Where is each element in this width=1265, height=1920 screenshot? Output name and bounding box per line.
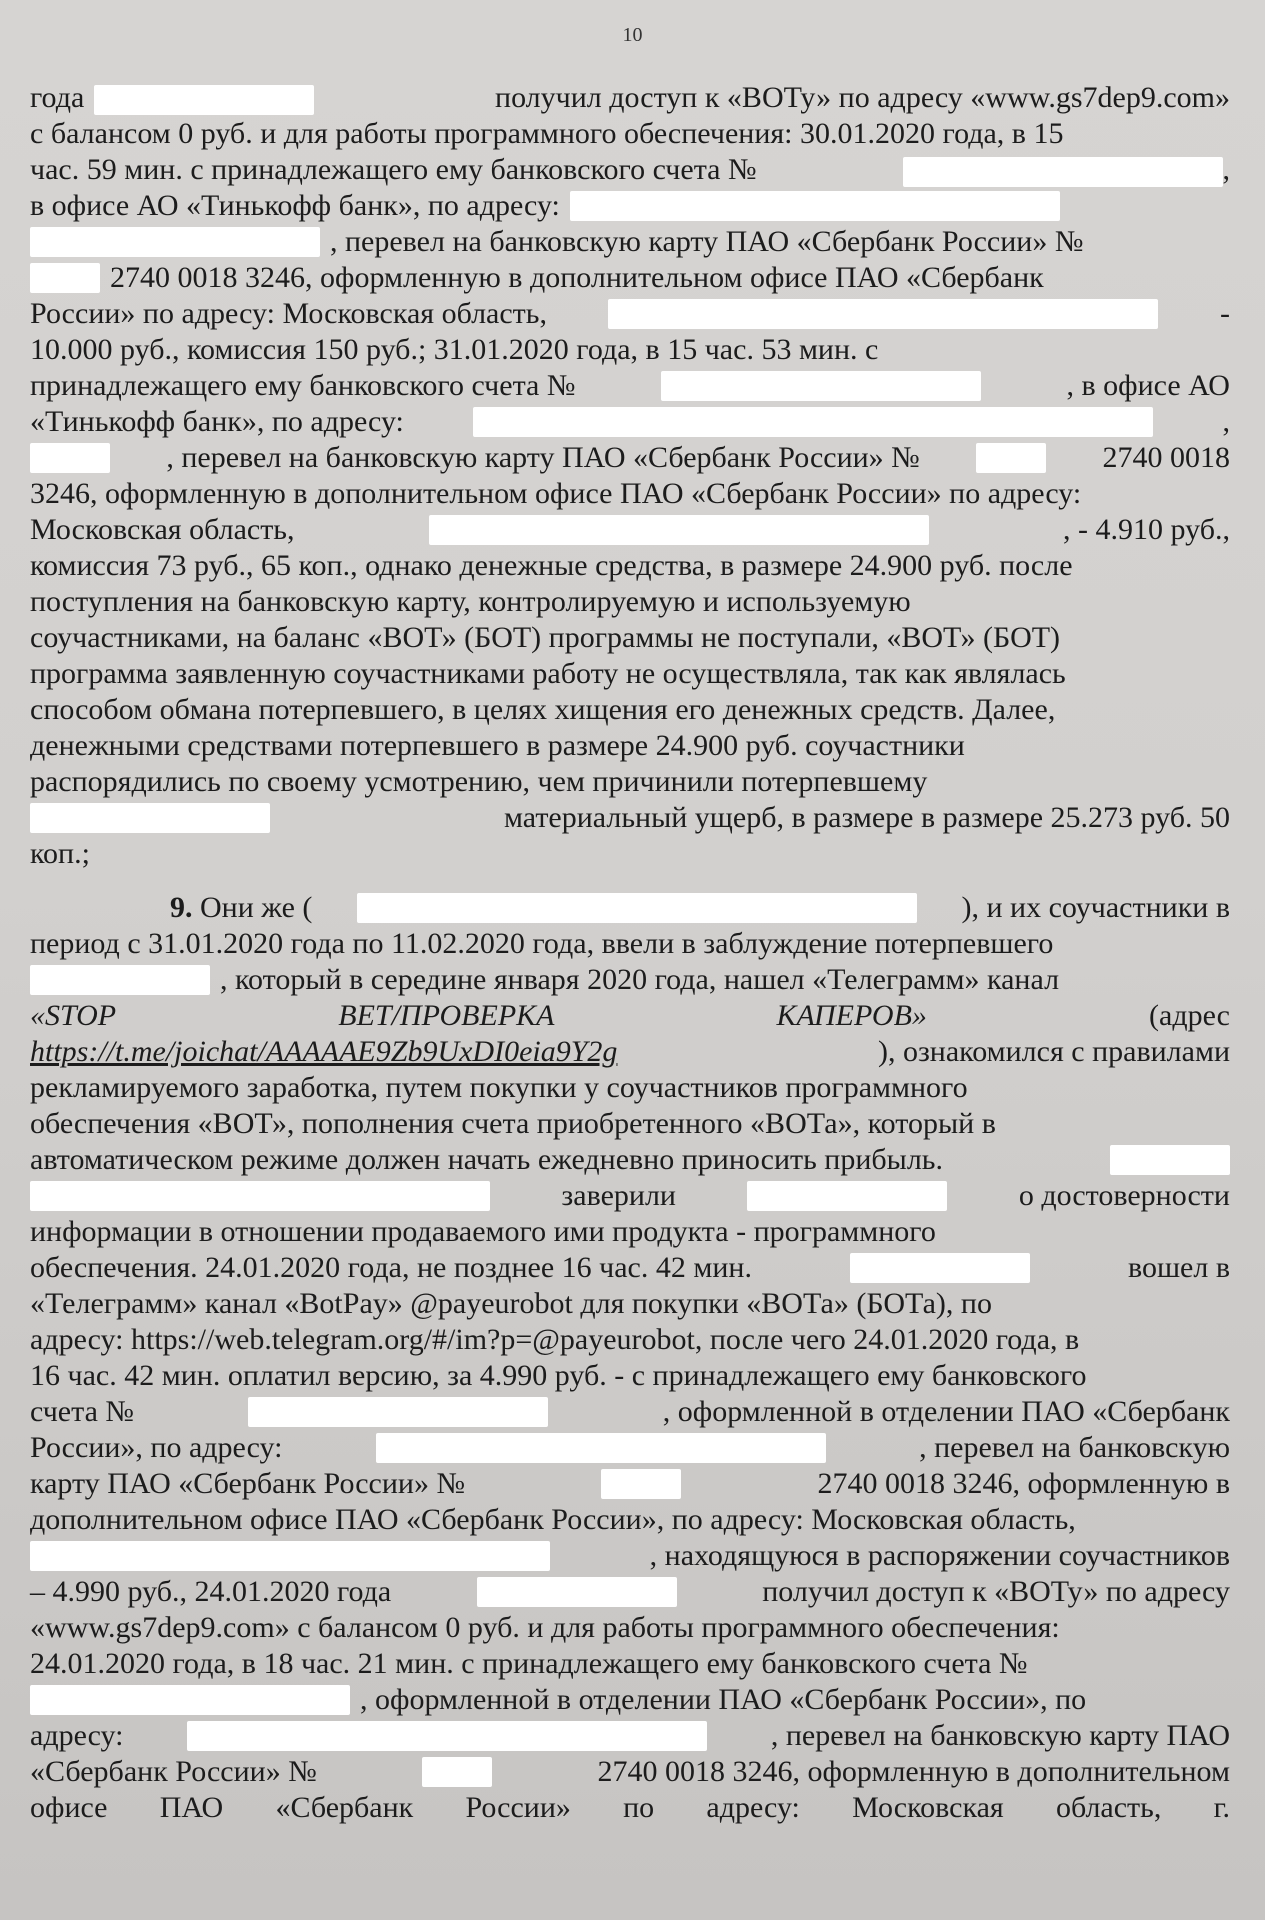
redaction-block — [357, 893, 917, 923]
redaction-block — [187, 1721, 707, 1751]
redaction-block — [850, 1253, 1030, 1283]
text-line: денежными средствами потерпевшего в размере 24.900 руб. соучастники — [30, 729, 965, 762]
redaction-block — [1110, 1145, 1230, 1175]
text-line — [30, 1250, 1230, 1286]
text-span: вошел в — [1127, 1251, 1230, 1284]
text-line: информации в отношении продаваемого ими продукта - программного — [30, 1215, 936, 1248]
redaction-block — [976, 443, 1046, 473]
text-line: рекламируемого заработка, путем покупки у соучастников программного — [30, 1071, 968, 1104]
text-span: – 4.990 руб., 24.01.2020 года — [30, 1575, 392, 1608]
text-line — [30, 188, 1230, 224]
redaction-block — [30, 1541, 550, 1571]
text-line — [30, 260, 1230, 296]
text-span: , перевел на банковскую карту ПАО — [770, 1719, 1230, 1752]
text-line: соучастниками, на баланс «ВОТ» (БОТ) программы не поступали, «ВОТ» (БОТ) — [30, 621, 1061, 654]
text-span: г. — [1213, 1791, 1230, 1824]
text-line: программа заявленную соучастниками работу не осуществляла, так как являлась — [30, 657, 1066, 690]
text-span: принадлежащего ему банковского счета № — [30, 369, 576, 402]
text-span: , — [1222, 405, 1230, 438]
text-line: с балансом 0 руб. и для работы программного обеспечения: 30.01.2020 года, в 15 — [30, 117, 1064, 150]
text-line — [30, 1682, 1230, 1718]
text-span: , в офисе АО — [1066, 369, 1230, 402]
text-span: , перевел на банковскую — [919, 1431, 1230, 1464]
text-line: 10.000 руб., комиссия 150 руб.; 31.01.2020 года, в 15 час. 53 мин. с — [30, 333, 879, 366]
text-span: , перевел на банковскую карту ПАО «Сбербанк России» № — [166, 441, 920, 474]
document-body — [30, 80, 1230, 1826]
text-span: заверили — [561, 1179, 676, 1212]
text-line: «www.gs7dep9.com» с балансом 0 руб. и для работы программного обеспечения: — [30, 1611, 1060, 1644]
text-line: дополнительном офисе ПАО «Сбербанк России», по адресу: Московская область, — [30, 1503, 1076, 1536]
text-span: , находящуюся в распоряжении соучастников — [649, 1539, 1230, 1572]
text-line — [30, 1538, 1230, 1574]
text-span: , оформленной в отделении ПАО «Сбербанк России», по — [360, 1683, 1087, 1716]
text-span: Московская — [852, 1791, 1004, 1824]
text-span: ), ознакомился с правилами — [877, 1035, 1230, 1068]
text-line — [30, 800, 1230, 836]
redaction-block — [608, 299, 1158, 329]
text-span: автоматическом режиме должен начать ежедневно приносить прибыль. — [30, 1143, 943, 1176]
text-span: (адрес — [1149, 999, 1230, 1032]
text-span: России» — [465, 1791, 571, 1824]
text-span: счета № — [30, 1395, 135, 1428]
text-span: России», по адресу: — [30, 1431, 283, 1464]
text-span: BET/ПРОВЕРКА — [338, 999, 555, 1032]
redaction-block — [30, 227, 320, 257]
text-line — [30, 296, 1230, 332]
text-span: получил доступ к «ВОТу» по адресу — [762, 1575, 1230, 1608]
text-line — [30, 998, 1230, 1034]
text-line — [30, 368, 1230, 404]
redaction-block — [570, 191, 1060, 221]
text-line: «Телеграмм» канал «BotPay» @payeurobot для покупки «ВОТа» (БОТа), по — [30, 1287, 992, 1320]
redaction-block — [30, 803, 270, 833]
text-span: 2740 0018 3246, оформленную в дополнительном — [597, 1755, 1230, 1788]
text-line: способом обмана потерпевшего, в целях хищения его денежных средств. Далее, — [30, 693, 1056, 726]
redaction-block — [601, 1469, 681, 1499]
text-line: поступления на банковскую карту, контролируемую и используемую — [30, 585, 911, 618]
text-line — [30, 962, 1230, 998]
text-line: адресу: https://web.telegram.org/#/im?p=@payeurobot, после чего 24.01.2020 года, в — [30, 1323, 1080, 1356]
redaction-block — [30, 263, 100, 293]
text-line — [30, 224, 1230, 260]
text-span: карту ПАО «Сбербанк России» № — [30, 1467, 466, 1500]
text-line: обеспечения «ВОТ», пополнения счета приобретенного «ВОТа», который в — [30, 1107, 996, 1140]
text-span: 2740 0018 — [1102, 441, 1230, 474]
text-line — [30, 1754, 1230, 1790]
text-span: область, — [1055, 1791, 1162, 1824]
redaction-block — [30, 443, 110, 473]
text-line — [30, 1178, 1230, 1214]
paragraph-number: 9. — [170, 891, 193, 924]
text-span: ), и их соучастники в — [961, 891, 1230, 924]
text-line — [30, 1034, 1230, 1070]
text-span: в офисе АО «Тинькофф банк», по адресу: — [30, 189, 560, 222]
text-line — [30, 1790, 1230, 1826]
redaction-block — [661, 371, 981, 401]
text-line: период с 31.01.2020 года по 11.02.2020 года, ввели в заблуждение потерпевшего — [30, 927, 1054, 960]
text-line — [30, 890, 1230, 926]
text-line — [30, 1142, 1230, 1178]
text-line — [30, 1574, 1230, 1610]
text-line — [30, 1394, 1230, 1430]
text-span: «Сбербанк России» № — [30, 1755, 317, 1788]
text-line — [30, 1430, 1230, 1466]
text-line — [30, 1718, 1230, 1754]
text-line — [30, 512, 1230, 548]
redaction-block — [429, 515, 929, 545]
text-span: офисе — [30, 1791, 108, 1824]
redaction-block — [477, 1577, 677, 1607]
redaction-block — [473, 407, 1153, 437]
text-line — [30, 80, 1230, 116]
redaction-block — [376, 1433, 826, 1463]
text-line — [30, 152, 1230, 188]
telegram-channel-link[interactable]: https://t.me/joichat/AAAAAE9Zb9UxDI0eia9Y2g — [30, 1035, 618, 1068]
text-span: «Сбербанк — [275, 1791, 414, 1824]
text-span: ПАО — [159, 1791, 224, 1824]
redaction-block — [422, 1757, 492, 1787]
text-span: по — [623, 1791, 655, 1824]
text-line: распорядились по своему усмотрению, чем причинили потерпевшему — [30, 765, 928, 798]
text-line: 3246, оформленную в дополнительном офисе ПАО «Сбербанк России» по адресу: — [30, 477, 1082, 510]
text-line: 24.01.2020 года, в 18 час. 21 мин. с принадлежащего ему банковского счета № — [30, 1647, 1028, 1680]
text-line: коп.; — [30, 837, 90, 870]
text-span: КАПЕРОВ» — [776, 999, 927, 1032]
text-line — [30, 440, 1230, 476]
page-number: 10 — [622, 24, 643, 46]
text-span: обеспечения. 24.01.2020 года, не позднее 16 час. 42 мин. — [30, 1251, 752, 1284]
text-line: комиссия 73 руб., 65 коп., однако денежные средства, в размере 24.900 руб. после — [30, 549, 1073, 582]
redaction-block — [94, 85, 314, 115]
text-span: , - 4.910 руб., — [1063, 513, 1230, 546]
text-span: «Тинькофф банк», по адресу: — [30, 405, 404, 438]
text-span: час. 59 мин. с принадлежащего ему банковского счета № — [30, 153, 757, 186]
text-span: года — [30, 81, 85, 114]
redaction-block — [248, 1397, 548, 1427]
text-span: о достоверности — [1018, 1179, 1230, 1212]
text-span: Московская область, — [30, 513, 295, 546]
text-line — [30, 1466, 1230, 1502]
redaction-block — [30, 965, 210, 995]
text-span: - — [1219, 297, 1230, 330]
text-span: 2740 0018 3246, оформленную в — [817, 1467, 1230, 1500]
text-span: материальный ущерб, в размере в размере 25.273 руб. 50 — [504, 801, 1230, 834]
text-span: , оформленной в отделении ПАО «Сбербанк — [662, 1395, 1230, 1428]
text-line: 16 час. 42 мин. оплатил версию, за 4.990 руб. - с принадлежащего ему банковского — [30, 1359, 1087, 1392]
text-span: , который в середине января 2020 года, нашел «Телеграмм» канал — [220, 963, 1060, 996]
text-span: «STOP — [30, 999, 117, 1032]
text-span: 2740 0018 3246, оформленную в дополнительном офисе ПАО «Сбербанк — [110, 261, 1044, 294]
text-span: России» по адресу: Московская область, — [30, 297, 547, 330]
text-span: адресу: — [30, 1719, 124, 1752]
text-span: , перевел на банковскую карту ПАО «Сбербанк России» № — [330, 225, 1084, 258]
redaction-block — [747, 1181, 947, 1211]
text-line — [30, 404, 1230, 440]
text-span: адресу: — [706, 1791, 800, 1824]
text-span: получил доступ к «ВОТу» по адресу «www.gs7dep9.com» — [495, 81, 1230, 114]
redaction-block — [903, 157, 1223, 187]
text-span: , — [1222, 153, 1230, 186]
redaction-block — [30, 1685, 350, 1715]
text-span: Они же ( — [200, 891, 313, 924]
redaction-block — [30, 1181, 490, 1211]
